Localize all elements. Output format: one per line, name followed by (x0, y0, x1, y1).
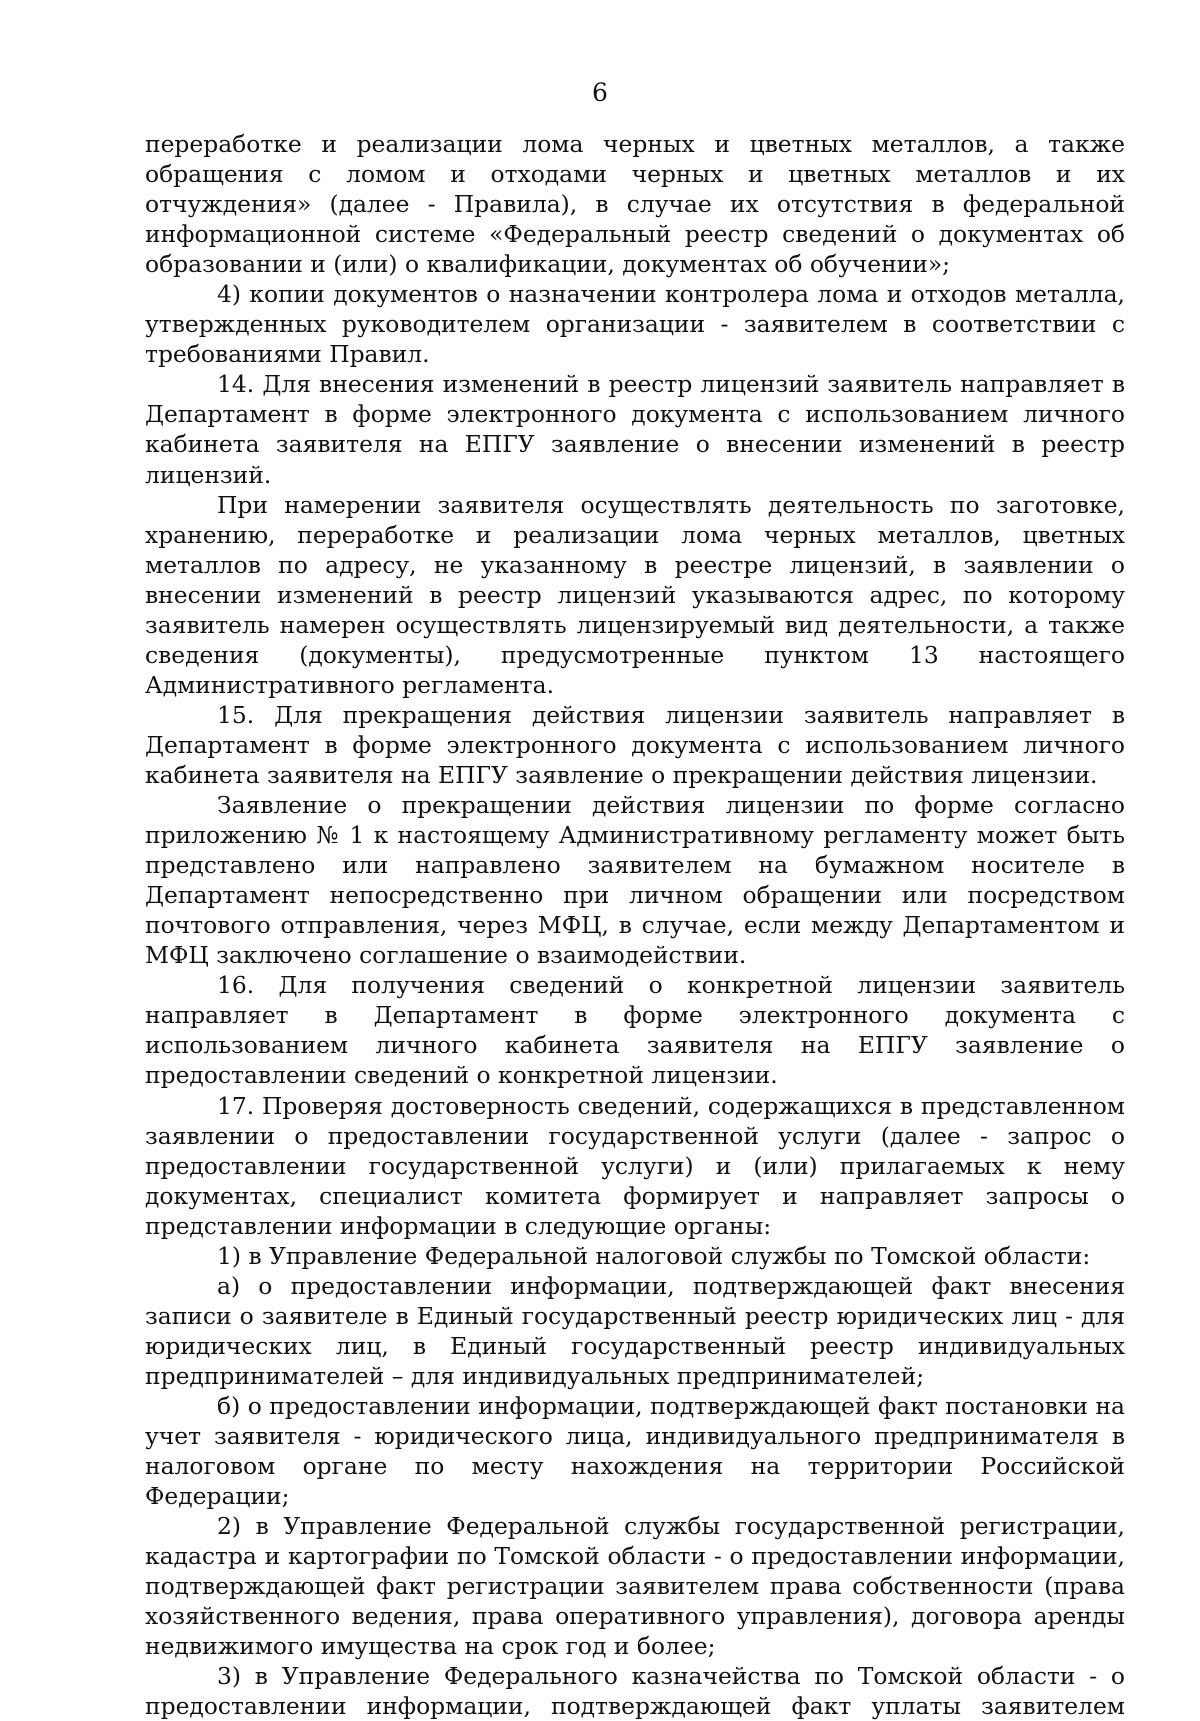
paragraph-clause-14: 14. Для внесения изменений в реестр лицензий заявитель направляет в Департамент в форме электронного документа с использованием личного кабинета заявителя на ЕПГУ заявление о внесении изменений в реестр лицензий. (145, 370, 1125, 489)
paragraph-item-3-treasury: 3) в Управление Федерального казначейства по Томской области - о предоставлении информации, подтверждающей факт уплаты заявителем (145, 1662, 1125, 1721)
page-number: 6 (592, 78, 608, 107)
paragraph-termination-paper: Заявление о прекращении действия лицензии по форме согласно приложению № 1 к настоящему Административному регламенту может быть представлено или направлено заявителем на бумажном носителе в Департамент непосредственно при личном обращении или посредством почтового отправления, через МФЦ, в случае, если между Департаментом и МФЦ заключено соглашение о взаимодействии. (145, 791, 1125, 970)
paragraph-continuation: переработке и реализации лома черных и цветных металлов, а также обращения с ломом и отходами черных и цветных металлов и их отчуждения» (далее - Правила), в случае их отсутствия в федеральной информационной системе «Федеральный реестр сведений о документах об образовании и (или) о квалификации, документах об обучении»; (145, 130, 1125, 279)
paragraph-item-1-tax-service: 1) в Управление Федеральной налоговой службы по Томской области: (217, 1241, 1091, 1270)
document-body (145, 129, 1125, 1721)
paragraph-subitem-b: б) о предоставлении информации, подтверждающей факт постановки на учет заявителя - юридического лица, индивидуального предпринимателя в налоговом органе по месту нахождения на территории Российской Федерации; (145, 1391, 1125, 1511)
paragraph-clause-16: 16. Для получения сведений о конкретной лицензии заявитель направляет в Департамент в форме электронного документа с использованием личного кабинета заявителя на ЕПГУ заявление о предоставлении сведений о конкретной лицензии. (145, 971, 1125, 1090)
paragraph-subitem-a: а) о предоставлении информации, подтверждающей факт внесения записи о заявителе в Единый государственный реестр юридических лиц - для юридических лиц, в Единый государственный реестр индивидуальных предпринимателей – для индивидуальных предпринимателей; (145, 1271, 1125, 1390)
paragraph-item-4: 4) копии документов о назначении контролера лома и отходов металла, утвержденных руководителем организации - заявителем в соответствии с требованиями Правил. (145, 280, 1125, 369)
paragraph-item-2-registry: 2) в Управление Федеральной службы государственной регистрации, кадастра и картографии по Томской области - о предоставлении информации, подтверждающей факт регистрации заявителем права собственности (права хозяйственного ведения, права оперативного управления), договора аренды недвижимого имущества на срок год и более; (145, 1512, 1125, 1661)
paragraph-clause-15: 15. Для прекращения действия лицензии заявитель направляет в Департамент в форме электронного документа с использованием личного кабинета заявителя на ЕПГУ заявление о прекращении действия лицензии. (145, 700, 1125, 789)
paragraph-address-change: При намерении заявителя осуществлять деятельность по заготовке, хранению, переработке и реализации лома черных металлов, цветных металлов по адресу, не указанному в реестре лицензий, в заявлении о внесении изменений в реестр лицензий указываются адрес, по которому заявитель намерен осуществлять лицензируемый вид деятельности, а также сведения (документы), предусмотренные пунктом 13 настоящего Административного регламента. (145, 490, 1125, 699)
paragraph-clause-17: 17. Проверяя достоверность сведений, содержащихся в представленном заявлении о предоставлении государственной услуги (далее - запрос о предоставлении государственной услуги) и (или) прилагаемых к нему документах, специалист комитета формирует и направляет запросы о представлении информации в следующие органы: (145, 1091, 1125, 1240)
